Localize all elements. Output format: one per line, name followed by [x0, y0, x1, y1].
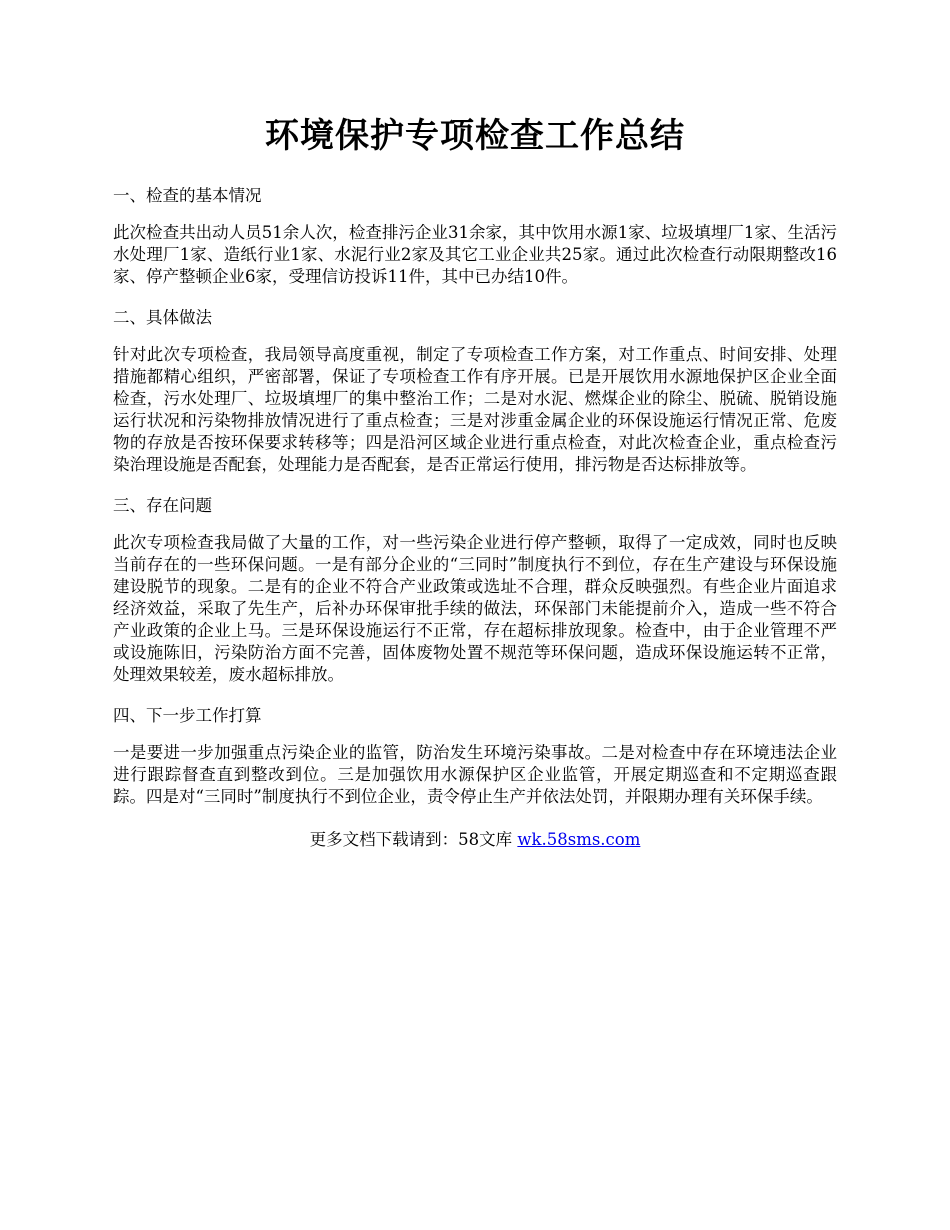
section-heading: 三、存在问题 [113, 496, 212, 515]
section-paragraph: 此次检查共出动人员51余人次，检查排污企业31余家，其中饮用水源1家、垃圾填埋厂1家、生活污水处理厂1家、造纸行业1家、水泥行业2家及其它工业企业共25家。通过此次检查行动限期整改16家、停产整顿企业6家，受理信访投诉11件，其中已办结10件。 [113, 223, 837, 286]
website-link[interactable]: wk.58sms.com [517, 830, 641, 849]
footer-prefix-text: 更多文档下载请到：58文库 [309, 830, 518, 849]
section-heading: 四、下一步工作打算 [113, 706, 262, 725]
download-footer [113, 828, 837, 852]
section-existing-problems [113, 494, 837, 686]
section-specific-measures [113, 306, 837, 476]
section-heading: 二、具体做法 [113, 308, 212, 327]
section-next-steps [113, 704, 837, 808]
section-paragraph: 针对此次专项检查，我局领导高度重视，制定了专项检查工作方案，对工作重点、时间安排、处理措施都精心组织，严密部署，保证了专项检查工作有序开展。已是开展饮用水源地保护区企业全面检查，污水处理厂、垃圾填埋厂的集中整治工作；二是对水泥、燃煤企业的除尘、脱硫、脱销设施运行状况和污染物排放情况进行了重点检查；三是对涉重金属企业的环保设施运行情况正常、危废物的存放是否按环保要求转移等；四是沿河区域企业进行重点检查，对此次检查企业，重点检查污染治理设施是否配套，处理能力是否配套，是否正常运行使用，排污物是否达标排放等。 [113, 345, 837, 474]
section-paragraph: 此次专项检查我局做了大量的工作，对一些污染企业进行停产整顿，取得了一定成效，同时也反映当前存在的一些环保问题。一是有部分企业的“三同时”制度执行不到位，存在生产建设与环保设施建设脱节的现象。二是有的企业不符合产业政策或选址不合理，群众反映强烈。有些企业片面追求经济效益，采取了先生产，后补办环保审批手续的做法，环保部门未能提前介入，造成一些不符合产业政策的企业上马。三是环保设施运行不正常，存在超标排放现象。检查中，由于企业管理不严或设施陈旧，污染防治方面不完善，固体废物处置不规范等环保问题，造成环保设施运转不正常，处理效果较差，废水超标排放。 [113, 533, 837, 684]
document-title: 环境保护专项检查工作总结 [265, 116, 685, 156]
section-heading: 一、检查的基本情况 [113, 186, 262, 205]
section-basic-situation [113, 184, 837, 288]
section-paragraph: 一是要进一步加强重点污染企业的监管，防治发生环境污染事故。二是对检查中存在环境违法企业进行跟踪督查直到整改到位。三是加强饮用水源保护区企业监管，开展定期巡查和不定期巡查跟踪。四是对“三同时”制度执行不到位企业，责令停止生产并依法处罚，并限期办理有关环保手续。 [113, 743, 837, 806]
